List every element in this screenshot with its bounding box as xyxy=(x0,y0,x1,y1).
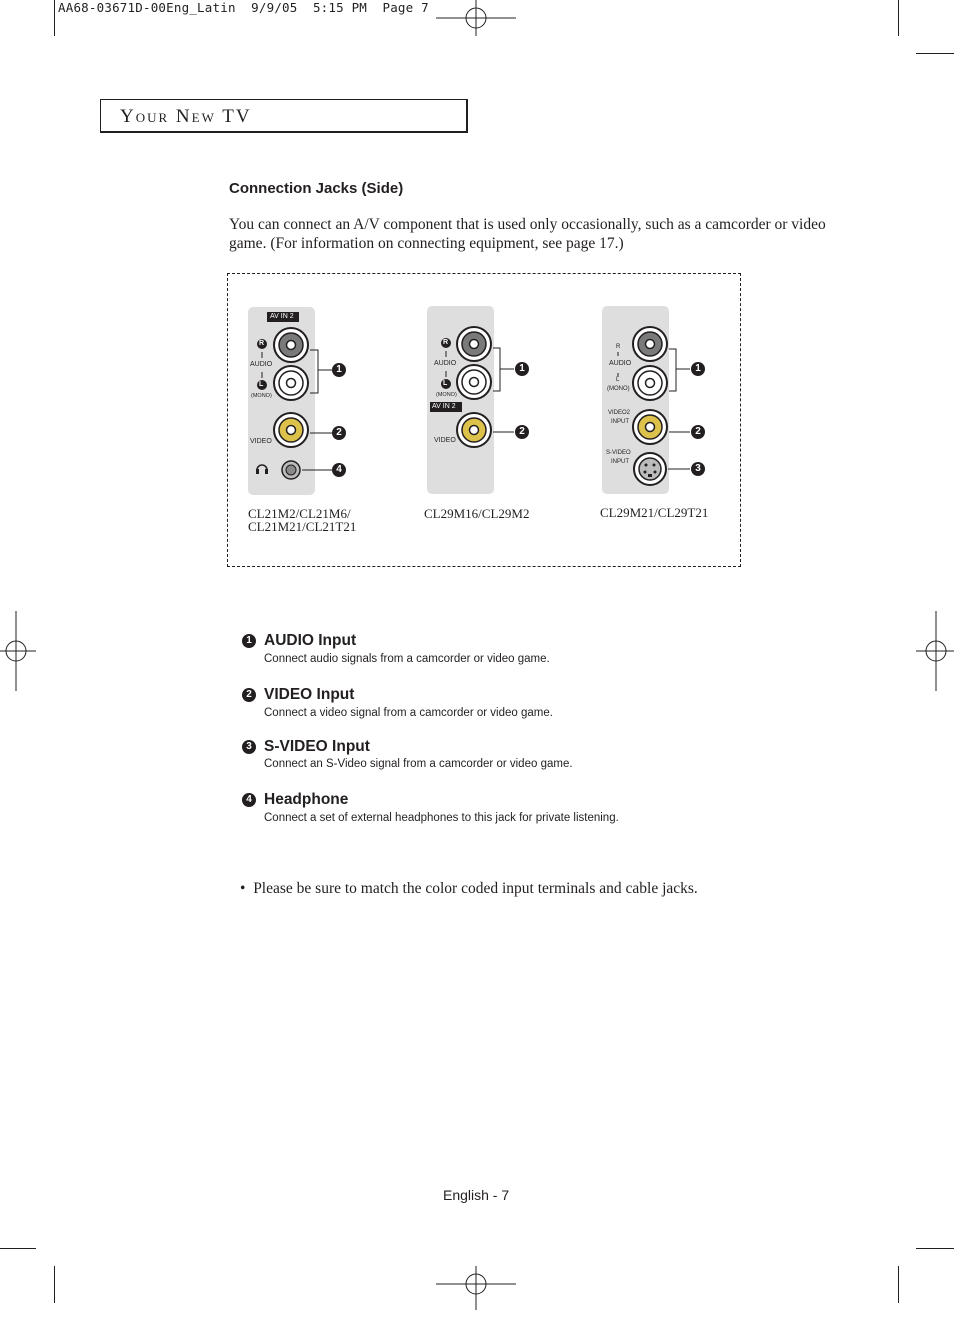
item-desc-video: Connect a video signal from a camcorder or video game. xyxy=(264,707,553,719)
item-number-1: 1 xyxy=(242,634,256,648)
print-slug: AA68-03671D-00Eng_Latin 9/9/05 5:15 PM Page 7 xyxy=(58,0,429,15)
note-text: Please be sure to match the color coded input terminals and cable jacks. xyxy=(253,880,698,897)
item-number-4: 4 xyxy=(242,793,256,807)
audio-r-jack-2 xyxy=(457,327,491,361)
r-label-2: R xyxy=(443,339,449,346)
callout-4-panel-1: 4 xyxy=(332,463,346,477)
registration-mark-left xyxy=(0,611,56,691)
svideo-input-label-3: INPUT xyxy=(611,459,629,465)
item-desc-svideo: Connect an S-Video signal from a camcorder or video game. xyxy=(264,758,573,770)
registration-mark-bottom xyxy=(436,1244,516,1324)
audio-r-jack-1 xyxy=(274,328,308,362)
registration-mark-right xyxy=(896,611,954,691)
model-label-2: CL29M16/CL29M2 xyxy=(424,506,530,521)
l-label-1: L xyxy=(259,381,264,388)
av-in-label-1: AV IN 2 xyxy=(270,313,294,320)
callout-2-panel-2: 2 xyxy=(515,425,529,439)
video-jack-2 xyxy=(457,413,491,447)
video-label-2: VIDEO xyxy=(434,437,456,444)
callout-1-panel-1: 1 xyxy=(332,363,346,377)
r-label-3: R xyxy=(616,344,621,350)
r-label-1: R xyxy=(259,340,265,347)
registration-mark-top xyxy=(436,0,516,58)
audio-label-1: AUDIO xyxy=(250,361,273,368)
audio-label-2: AUDIO xyxy=(434,360,457,367)
callout-2-panel-1: 2 xyxy=(332,426,346,440)
audio-l-jack-2 xyxy=(457,365,491,399)
svideo-jack-3 xyxy=(634,453,666,485)
video2-label-3: VIDEO2 xyxy=(608,410,631,416)
item-number-3: 3 xyxy=(242,740,256,754)
jack-panel-2-drawing xyxy=(420,300,540,500)
item-desc-headphone: Connect a set of external headphones to this jack for private listening. xyxy=(264,812,619,824)
callout-3-panel-3: 3 xyxy=(691,462,705,476)
video2-input-label-3: INPUT xyxy=(611,419,629,425)
svideo-label-3: S-VIDEO xyxy=(606,450,631,456)
model-label-3: CL29M21/CL29T21 xyxy=(600,505,709,520)
intro-paragraph: You can connect an A/V component that is used only occasionally, such as a camcorder or video game. (For information on connecting equipment, see page 17.) xyxy=(229,216,826,252)
page-title: Connection Jacks (Side) xyxy=(229,180,404,197)
page-number: English - 7 xyxy=(443,1187,510,1203)
l-label-2: L xyxy=(443,380,448,387)
model-label-1: CL21M2/CL21M6/ CL21M21/CL21T21 xyxy=(248,506,357,534)
item-title-video: VIDEO Input xyxy=(264,686,355,703)
audio-l-jack-3 xyxy=(633,366,667,400)
mono-label-1: (MONO) xyxy=(251,393,272,399)
mono-label-2: (MONO) xyxy=(436,392,457,398)
note-bullet xyxy=(240,880,698,898)
audio-label-3: AUDIO xyxy=(609,360,632,367)
callout-1-panel-2: 1 xyxy=(515,362,529,376)
bullet-glyph: • xyxy=(240,880,254,897)
audio-l-jack-1 xyxy=(274,366,308,400)
av-in-label-2: AV IN 2 xyxy=(432,403,456,410)
item-title-headphone: Headphone xyxy=(264,791,349,808)
video-jack-3 xyxy=(633,410,667,444)
video-jack-1 xyxy=(274,413,308,447)
callout-2-panel-3: 2 xyxy=(691,425,705,439)
item-title-audio: AUDIO Input xyxy=(264,632,357,649)
item-desc-audio: Connect audio signals from a camcorder or video game. xyxy=(264,653,550,665)
audio-r-jack-3 xyxy=(633,327,667,361)
mono-label-3: (MONO) xyxy=(607,386,630,392)
l-label-3: L xyxy=(616,377,620,383)
item-title-svideo: S-VIDEO Input xyxy=(264,738,370,755)
section-header: Your New TV xyxy=(120,106,252,127)
headphone-jack-1 xyxy=(282,461,300,479)
item-number-2: 2 xyxy=(242,688,256,702)
callout-1-panel-3: 1 xyxy=(691,362,705,376)
video-label-1: VIDEO xyxy=(250,438,272,445)
